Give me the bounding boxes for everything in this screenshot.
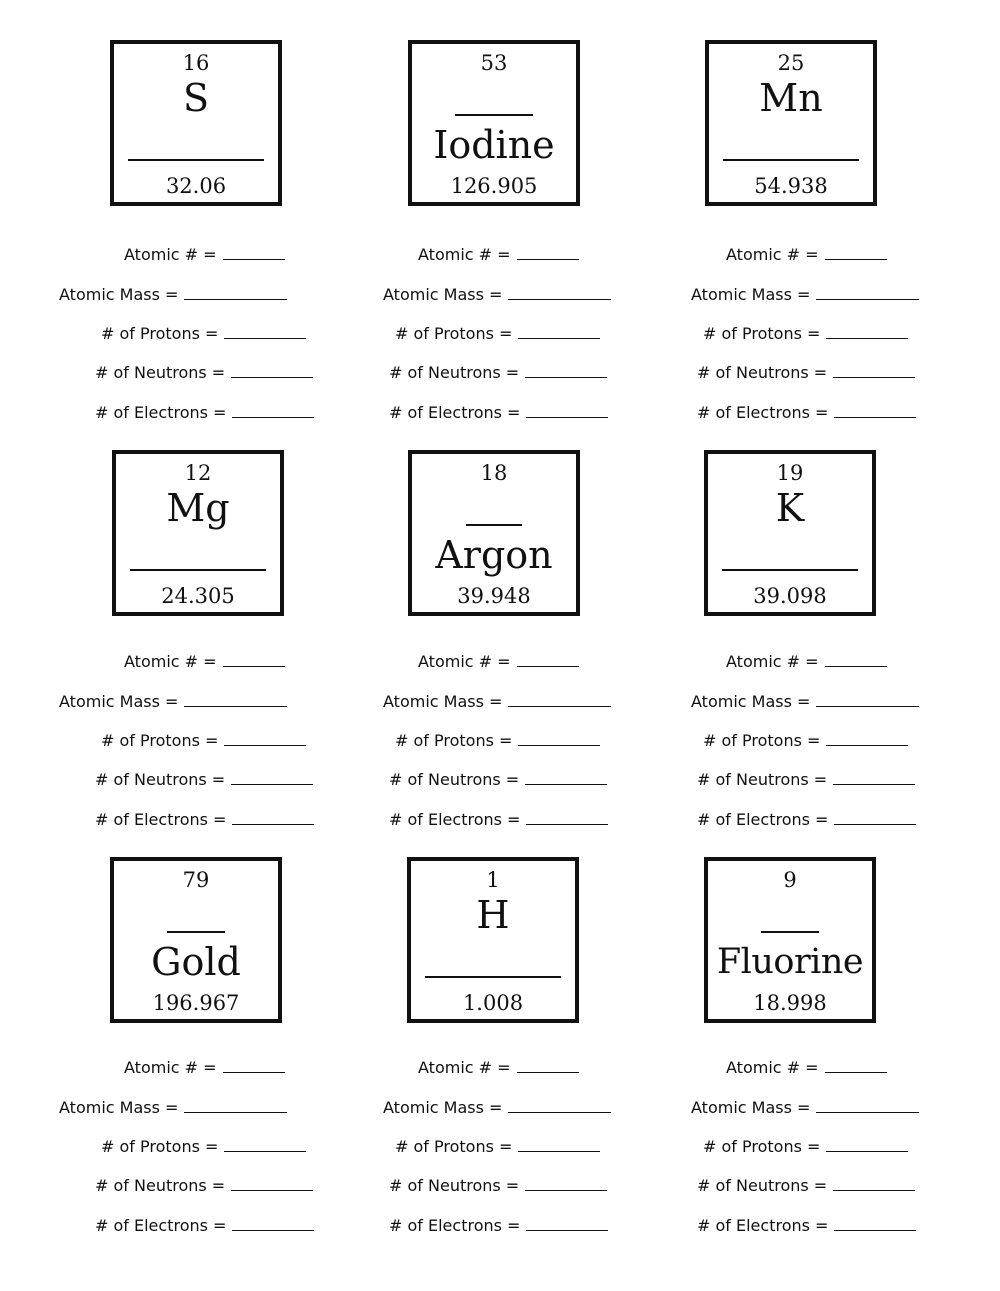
electrons-question [697,1214,916,1238]
question-label: # of Neutrons = [389,1176,520,1195]
symbol-blank-line [455,114,533,116]
question-label: # of Protons = [703,731,821,750]
question-label: # of Neutrons = [697,363,828,382]
neutrons-question [697,361,915,385]
atomic-number-question [418,243,579,267]
atomic-mass: 196.967 [152,991,240,1015]
atomic-number-question [726,243,887,267]
question-label: Atomic # = [726,1058,819,1077]
question-label: Atomic # = [418,652,511,671]
element-tile-iodine [408,40,580,206]
answer-blank[interactable] [526,403,608,418]
atomic-number: 79 [182,868,210,892]
question-label: # of Electrons = [697,403,829,422]
atomic-mass: 39.098 [753,584,827,608]
question-label: # of Neutrons = [95,1176,226,1195]
question-label: Atomic # = [124,1058,217,1077]
atomic-number: 12 [184,461,212,485]
atomic-number-question [726,1056,887,1080]
neutrons-question [697,1174,915,1198]
protons-question [395,322,600,346]
answer-blank[interactable] [517,245,579,260]
neutrons-question [389,361,607,385]
answer-blank[interactable] [518,1137,600,1152]
question-label: # of Neutrons = [95,770,226,789]
question-label: Atomic # = [418,1058,511,1077]
atomic-mass: 18.998 [753,991,827,1015]
electrons-question [95,808,314,832]
answer-blank[interactable] [526,810,608,825]
answer-blank[interactable] [223,1058,285,1073]
question-label: # of Neutrons = [389,770,520,789]
atomic-mass: 54.938 [754,174,828,198]
answer-blank[interactable] [826,1137,908,1152]
question-label: # of Electrons = [697,810,829,829]
name-blank-line [722,569,858,571]
element-symbol: Mn [759,76,823,120]
answer-blank[interactable] [224,324,306,339]
question-label: # of Protons = [395,1137,513,1156]
atomic-mass-question [383,1096,611,1120]
question-label: # of Electrons = [95,403,227,422]
protons-question [101,1135,306,1159]
protons-question [703,322,908,346]
answer-blank[interactable] [517,1058,579,1073]
question-label: # of Protons = [703,324,821,343]
atomic-number: 1 [486,868,500,892]
question-label: Atomic Mass = [383,285,503,304]
question-label: # of Neutrons = [95,363,226,382]
answer-blank[interactable] [184,1098,287,1113]
answer-blank[interactable] [816,692,919,707]
question-label: # of Protons = [101,1137,219,1156]
element-tile-magnesium [112,450,284,616]
answer-blank[interactable] [232,810,314,825]
atomic-mass: 39.948 [457,584,531,608]
neutrons-question [389,768,607,792]
name-blank-line [128,159,264,161]
answer-blank[interactable] [232,403,314,418]
question-label: # of Protons = [101,731,219,750]
question-label: # of Electrons = [389,810,521,829]
atomic-mass: 32.06 [165,174,227,198]
atomic-mass-question [691,1096,919,1120]
answer-blank[interactable] [826,324,908,339]
element-tile-argon [408,450,580,616]
answer-blank[interactable] [184,692,287,707]
question-label: Atomic # = [124,245,217,264]
question-label: # of Protons = [395,324,513,343]
answer-blank[interactable] [816,285,919,300]
electrons-question [95,401,314,425]
atomic-number-question [124,1056,285,1080]
electrons-question [697,808,916,832]
atomic-mass: 126.905 [450,174,538,198]
answer-blank[interactable] [517,652,579,667]
atomic-number: 9 [783,868,797,892]
electrons-question [697,401,916,425]
atomic-mass-question [691,283,919,307]
symbol-blank-line [761,931,819,933]
question-label: # of Electrons = [95,810,227,829]
question-label: # of Electrons = [389,1216,521,1235]
answer-blank[interactable] [834,403,916,418]
answer-blank[interactable] [525,363,607,378]
atomic-mass-question [383,690,611,714]
element-tile-fluorine [704,857,876,1023]
element-name: Gold [151,940,241,984]
element-tile-hydrogen [407,857,579,1023]
question-label: # of Protons = [703,1137,821,1156]
atomic-number: 18 [480,461,508,485]
atomic-number: 19 [776,461,804,485]
atomic-number-question [726,650,887,674]
question-label: Atomic Mass = [59,285,179,304]
atomic-number-question [418,650,579,674]
question-label: # of Electrons = [389,403,521,422]
neutrons-question [697,768,915,792]
answer-blank[interactable] [525,1176,607,1191]
atomic-number-question [418,1056,579,1080]
atomic-number: 16 [182,51,210,75]
answer-blank[interactable] [834,1216,916,1231]
answer-blank[interactable] [833,770,915,785]
question-label: Atomic Mass = [59,1098,179,1117]
protons-question [703,1135,908,1159]
question-label: # of Protons = [395,731,513,750]
question-label: # of Neutrons = [389,363,520,382]
neutrons-question [95,768,313,792]
question-label: Atomic # = [726,652,819,671]
element-symbol: S [182,76,210,120]
question-label: Atomic # = [418,245,511,264]
question-label: # of Electrons = [95,1216,227,1235]
answer-blank[interactable] [223,652,285,667]
atomic-number: 53 [480,51,508,75]
element-tile-potassium [704,450,876,616]
protons-question [395,1135,600,1159]
answer-blank[interactable] [224,731,306,746]
protons-question [395,729,600,753]
question-label: # of Electrons = [697,1216,829,1235]
answer-blank[interactable] [833,1176,915,1191]
answer-blank[interactable] [826,731,908,746]
answer-blank[interactable] [825,1058,887,1073]
atomic-mass-question [383,283,611,307]
answer-blank[interactable] [816,1098,919,1113]
atomic-mass-question [691,690,919,714]
atomic-mass: 24.305 [161,584,235,608]
neutrons-question [95,361,313,385]
element-tile-sulfur [110,40,282,206]
element-symbol: Mg [166,486,230,530]
element-name: Fluorine [716,942,864,982]
answer-blank[interactable] [833,363,915,378]
answer-blank[interactable] [525,770,607,785]
atomic-mass-question [59,690,287,714]
answer-blank[interactable] [232,1216,314,1231]
question-label: Atomic Mass = [691,285,811,304]
electrons-question [389,401,608,425]
electrons-question [389,808,608,832]
answer-blank[interactable] [508,692,611,707]
element-tile-manganese [705,40,877,206]
atomic-mass-question [59,1096,287,1120]
element-name: Argon [435,533,553,577]
question-label: Atomic Mass = [383,1098,503,1117]
symbol-blank-line [167,931,225,933]
atomic-mass-question [59,283,287,307]
symbol-blank-line [466,524,522,526]
question-label: Atomic Mass = [691,1098,811,1117]
answer-blank[interactable] [526,1216,608,1231]
answer-blank[interactable] [231,1176,313,1191]
name-blank-line [130,569,266,571]
answer-blank[interactable] [518,731,600,746]
element-name: Iodine [433,123,555,167]
protons-question [101,729,306,753]
answer-blank[interactable] [508,285,611,300]
electrons-question [95,1214,314,1238]
answer-blank[interactable] [825,652,887,667]
question-label: # of Neutrons = [697,770,828,789]
atomic-number-question [124,650,285,674]
neutrons-question [389,1174,607,1198]
element-symbol: H [476,893,510,937]
question-label: Atomic Mass = [383,692,503,711]
atomic-mass: 1.008 [462,991,524,1015]
question-label: # of Protons = [101,324,219,343]
element-symbol: K [775,486,805,530]
answer-blank[interactable] [223,245,285,260]
answer-blank[interactable] [508,1098,611,1113]
question-label: Atomic # = [726,245,819,264]
answer-blank[interactable] [834,810,916,825]
electrons-question [389,1214,608,1238]
question-label: Atomic Mass = [59,692,179,711]
element-tile-gold [110,857,282,1023]
question-label: Atomic # = [124,652,217,671]
protons-question [101,322,306,346]
name-blank-line [723,159,859,161]
answer-blank[interactable] [825,245,887,260]
answer-blank[interactable] [224,1137,306,1152]
answer-blank[interactable] [184,285,287,300]
atomic-number: 25 [777,51,805,75]
answer-blank[interactable] [231,770,313,785]
question-label: Atomic Mass = [691,692,811,711]
answer-blank[interactable] [518,324,600,339]
atomic-number-question [124,243,285,267]
question-label: # of Neutrons = [697,1176,828,1195]
answer-blank[interactable] [231,363,313,378]
protons-question [703,729,908,753]
name-blank-line [425,976,561,978]
neutrons-question [95,1174,313,1198]
